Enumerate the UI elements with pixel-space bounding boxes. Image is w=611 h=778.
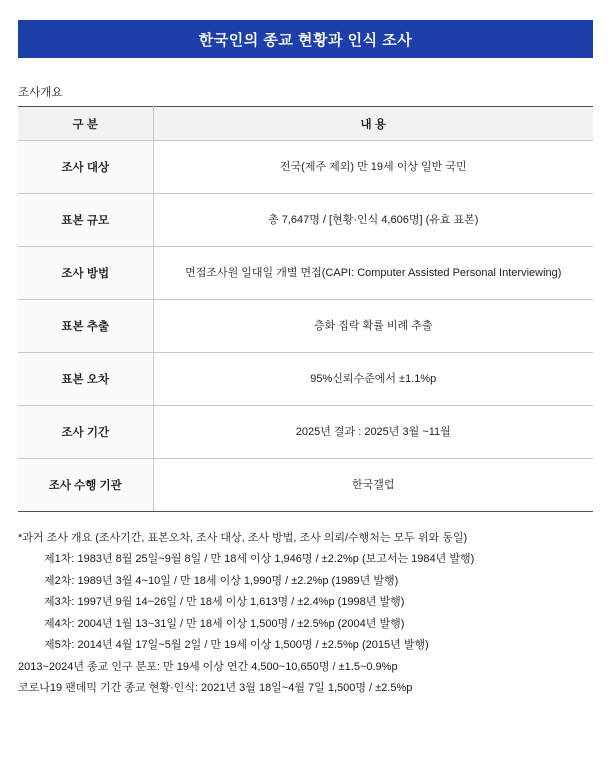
table-row xyxy=(18,141,593,194)
table-row xyxy=(18,300,593,353)
row-label: 조사 방법 xyxy=(18,247,153,300)
survey-overview-table xyxy=(18,106,593,512)
row-value: 층화 집락 확률 비례 추출 xyxy=(153,300,593,353)
table-row xyxy=(18,406,593,459)
footnote-item: 제5차: 2014년 4월 17일~5월 2일 / 만 19세 이상 1,500명 / ±2.5%p (2015년 발행) xyxy=(44,639,429,652)
row-value: 전국(제주 제외) 만 19세 이상 일반 국민 xyxy=(153,141,593,194)
row-label: 표본 추출 xyxy=(18,300,153,353)
row-label: 표본 오차 xyxy=(18,353,153,406)
footnote-item: 제2차: 1989년 3월 4~10일 / 만 18세 이상 1,990명 / ±2.2%p (1989년 발행) xyxy=(44,574,399,587)
footnote-heading: *과거 조사 개요 (조사기간, 표본오차, 조사 대상, 조사 방법, 조사 의뢰/수행처는 모두 위와 동일) xyxy=(18,532,468,544)
footnote-item: 제1차: 1983년 8월 25일~9월 8일 / 만 18세 이상 1,946명 / ±2.2%p (보고서는 1984년 발행) xyxy=(44,553,475,566)
document-page xyxy=(0,20,611,778)
page-title: 한국인의 종교 현황과 인식 조사 xyxy=(198,31,413,49)
column-header-division: 구 분 xyxy=(18,107,153,141)
document-title-bar xyxy=(18,20,593,58)
row-value: 면접조사원 일대일 개별 면접(CAPI: Computer Assisted Personal Interviewing) xyxy=(153,247,593,300)
table-body xyxy=(18,141,593,512)
section-label: 조사개요 xyxy=(18,87,63,99)
row-label: 조사 기간 xyxy=(18,406,153,459)
table-header-row xyxy=(18,107,593,141)
row-value: 총 7,647명 / [현황·인식 4,606명] (유효 표본) xyxy=(153,194,593,247)
table-row xyxy=(18,247,593,300)
footnote-extra: 코로나19 팬데믹 기간 종교 현황·인식: 2021년 3월 18일~4월 7일 1,500명 / ±2.5%p xyxy=(18,682,413,695)
column-header-content: 내 용 xyxy=(153,107,593,141)
table-header xyxy=(18,107,593,141)
table-row xyxy=(18,194,593,247)
footnote-extra: 2013~2024년 종교 인구 분포: 만 19세 이상 연간 4,500~10,650명 / ±1.5~0.9%p xyxy=(18,660,398,673)
row-label: 조사 수행 기관 xyxy=(18,459,153,512)
row-value: 95%신뢰수준에서 ±1.1%p xyxy=(153,353,593,406)
row-value: 한국갤럽 xyxy=(153,459,593,512)
row-label: 조사 대상 xyxy=(18,141,153,194)
table-row xyxy=(18,459,593,512)
row-label: 표본 규모 xyxy=(18,194,153,247)
table-row xyxy=(18,353,593,406)
row-value: 2025년 결과 : 2025년 3월 ~11월 xyxy=(153,406,593,459)
footnotes-block xyxy=(18,528,593,700)
footnote-item: 제4차: 2004년 1월 13~31일 / 만 18세 이상 1,500명 / ±2.5%p (2004년 발행) xyxy=(44,617,405,630)
footnote-item: 제3차: 1997년 9월 14~26일 / 만 18세 이상 1,613명 / ±2.4%p (1998년 발행) xyxy=(44,596,405,609)
